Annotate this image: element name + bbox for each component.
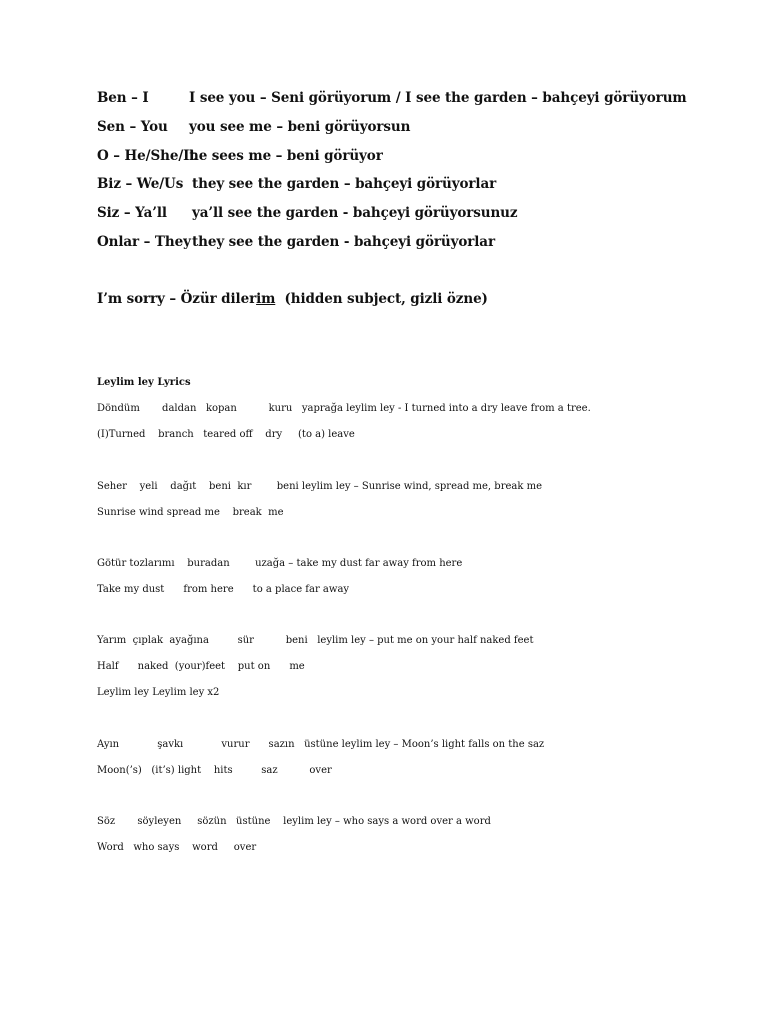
meaning-text: he sees me – beni görüyor bbox=[189, 148, 383, 164]
meaning-text: ya’ll see the garden - bahçeyi görüyorsunuz bbox=[192, 205, 518, 221]
lyric-line: Take my dust from here to a place far away bbox=[97, 584, 350, 595]
lyric-line: Leylim ley Leylim ley x2 bbox=[97, 687, 220, 698]
hidden-subject-example bbox=[97, 291, 488, 307]
pronoun-label: Siz – Ya’ll bbox=[97, 205, 167, 221]
lyric-line: Yarım çıplak ayağına sür beni leylim ley – put me on your half naked feet bbox=[97, 635, 534, 646]
lyric-line: Word who says word over bbox=[97, 842, 257, 853]
lyric-line: Ayın şavkı vurur sazın üstüne leylim ley – Moon’s light falls on the saz bbox=[97, 739, 545, 750]
lyric-line: Seher yeli dağıt beni kır beni leylim ley – Sunrise wind, spread me, break me bbox=[97, 481, 542, 492]
sorry-note: (hidden subject, gizli özne) bbox=[275, 291, 488, 307]
meaning-text: they see the garden - bahçeyi görüyorlar bbox=[192, 234, 495, 250]
lyric-line: Götür tozlarımı buradan uzağa – take my dust far away from here bbox=[97, 558, 463, 569]
meaning-text: I see you – Seni görüyorum / I see the garden – bahçeyi görüyorum bbox=[189, 90, 687, 106]
meaning-text: they see the garden – bahçeyi görüyorlar bbox=[192, 176, 497, 192]
lyric-line: Sunrise wind spread me break me bbox=[97, 507, 284, 518]
pronoun-label: Ben – I bbox=[97, 90, 149, 106]
meaning-text: you see me – beni görüyorsun bbox=[189, 119, 411, 135]
lyric-line: Half naked (your)feet put on me bbox=[97, 661, 305, 672]
sorry-suffix-underlined: im bbox=[256, 291, 276, 307]
pronoun-label: O – He/She/It bbox=[97, 148, 196, 164]
lyric-line: Söz söyleyen sözün üstüne leylim ley – who says a word over a word bbox=[97, 816, 491, 827]
lyrics-title: Leylim ley Lyrics bbox=[97, 377, 191, 388]
sorry-text: I’m sorry – Özür diler bbox=[97, 291, 257, 307]
lyric-line: Döndüm daldan kopan kuru yaprağa leylim ley - I turned into a dry leave from a tree. bbox=[97, 403, 591, 414]
pronoun-label: Biz – We/Us bbox=[97, 176, 184, 192]
lyric-line: Moon(’s) (it’s) light hits saz over bbox=[97, 765, 332, 776]
lyric-line: (I)Turned branch teared off dry (to a) leave bbox=[97, 429, 355, 440]
pronoun-label: Sen – You bbox=[97, 119, 168, 135]
pronoun-label: Onlar – They bbox=[97, 234, 191, 250]
